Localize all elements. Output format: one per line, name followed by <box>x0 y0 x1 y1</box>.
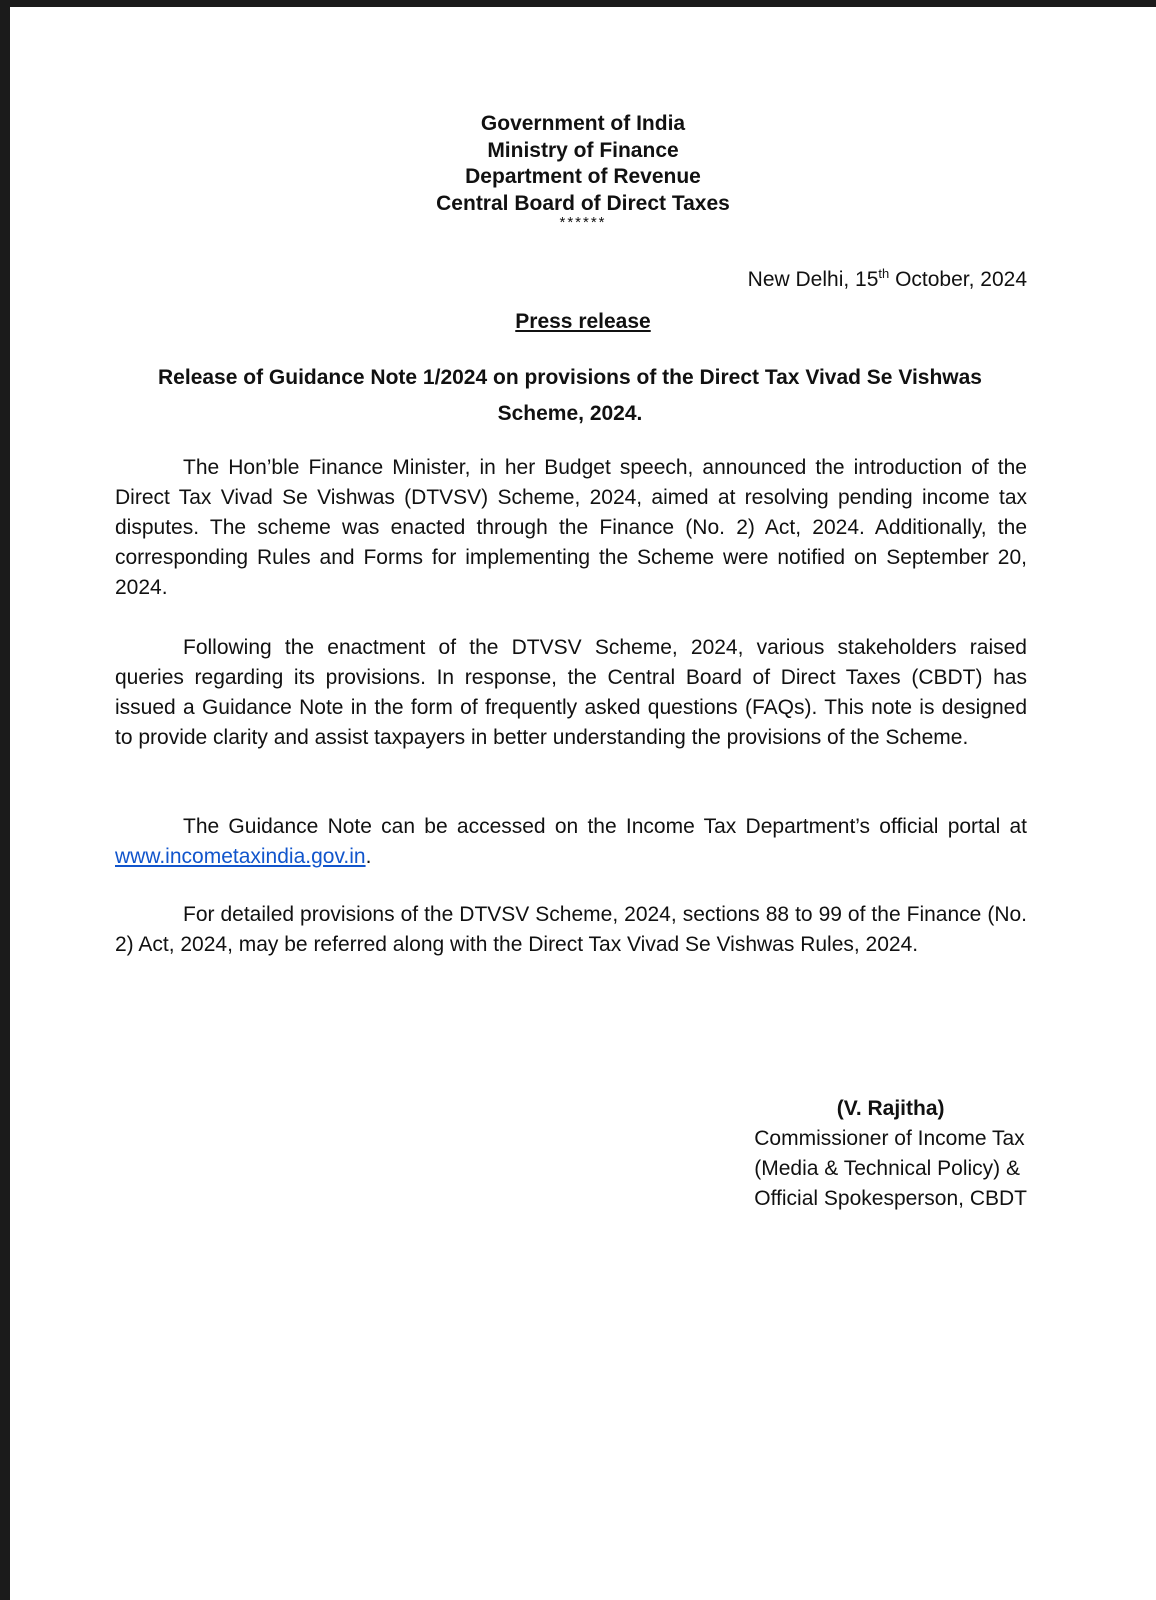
signatory-department: (Media & Technical Policy) & <box>754 1157 1020 1180</box>
body-paragraph-4: For detailed provisions of the DTVSV Scheme, 2024, sections 88 to 99 of the Finance (No. 2) Act, 2024, may be referred along with the Direct Tax Vivad Se Vishwas Rules, 2024. <box>115 903 1027 956</box>
body-paragraph-1: The Hon’ble Finance Minister, in her Budget speech, announced the introduction of the Direct Tax Vivad Se Vishwas (DTVSV) Scheme, 2024, aimed at resolving pending income tax disputes. The scheme was enacted through the Finance (No. 2) Act, 2024. Additionally, the corresponding Rules and Forms for implementing the Scheme were notified on September 20, 2024. <box>115 456 1027 599</box>
letterhead-department: Department of Revenue <box>465 165 701 188</box>
letterhead-separator: ****** <box>559 214 607 231</box>
date-ordinal: th <box>878 266 890 281</box>
paragraph-3-end: . <box>365 845 372 868</box>
letterhead-government: Government of India <box>480 112 686 135</box>
portal-link[interactable]: www.incometaxindia.gov.in <box>115 845 366 868</box>
signature-block <box>754 1094 1027 1214</box>
page-title: Press release <box>515 310 651 333</box>
date-rest: October, 2024 <box>889 268 1027 291</box>
letterhead <box>10 111 1156 229</box>
signatory-title: Commissioner of Income Tax <box>754 1127 1025 1150</box>
letterhead-ministry: Ministry of Finance <box>487 138 679 162</box>
letterhead-board: Central Board of Direct Taxes <box>436 191 730 215</box>
body-paragraph-3 <box>115 812 1027 872</box>
signatory-name: (V. Rajitha) <box>836 1097 945 1120</box>
date-place: New Delhi, 15 <box>747 268 879 291</box>
body-paragraph-2: Following the enactment of the DTVSV Scheme, 2024, various stakeholders raised queries regarding its provisions. In response, the Central Board of Direct Taxes (CBDT) has issued a Guidance Note in the form of frequently asked questions (FAQs). This note is designed to provide clarity and assist taxpayers in better understanding the provisions of the Scheme. <box>115 636 1027 749</box>
paragraph-3-text: The Guidance Note can be accessed on the Income Tax Department’s official portal at <box>183 815 1027 838</box>
document-page <box>10 7 1156 1600</box>
signatory-role: Official Spokesperson, CBDT <box>754 1187 1027 1210</box>
subject-heading: Release of Guidance Note 1/2024 on provisions of the Direct Tax Vivad Se Vishwas Scheme, 2024. <box>158 366 982 425</box>
date-line <box>748 267 1027 293</box>
